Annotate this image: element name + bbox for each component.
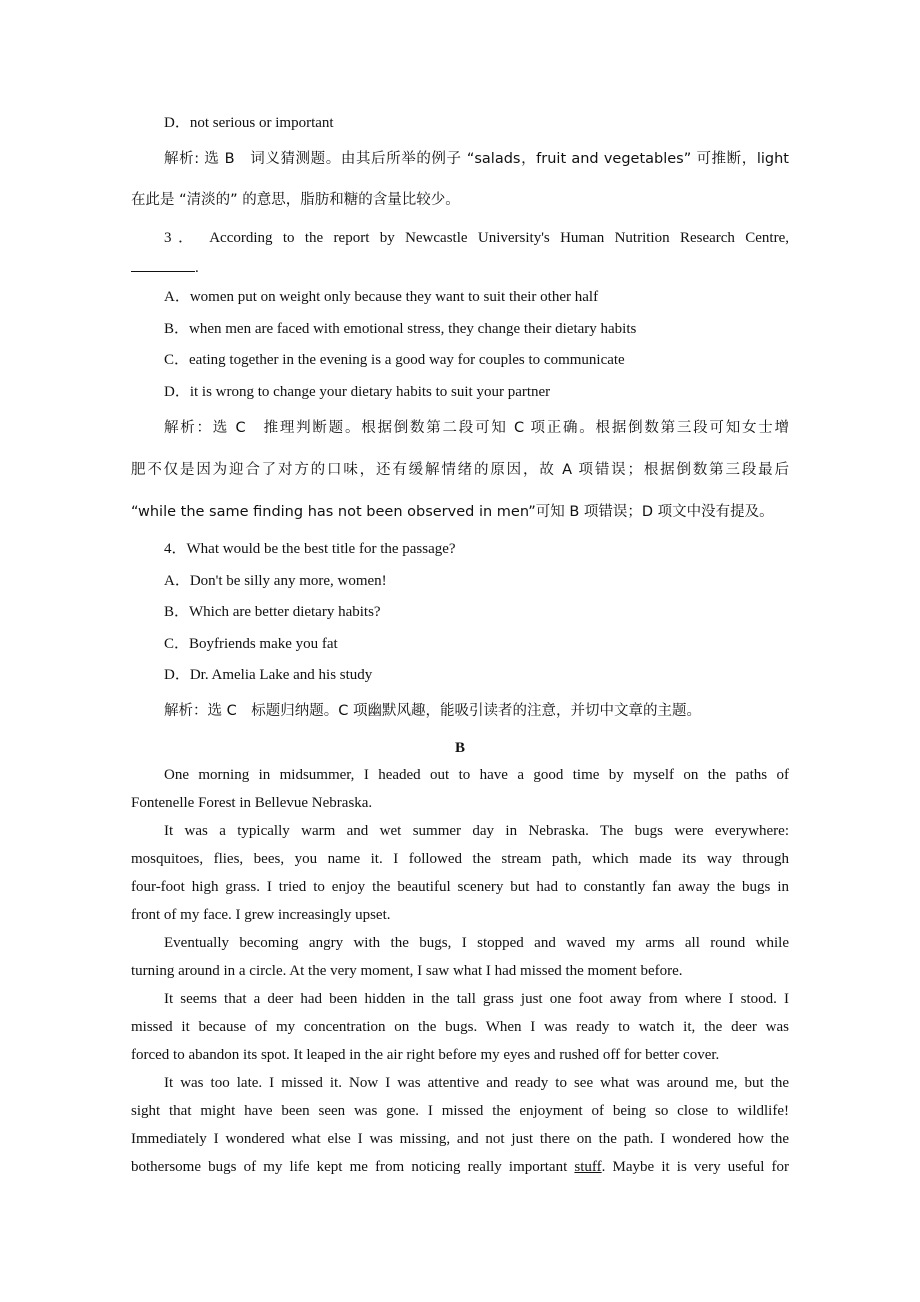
q4-option-a: A．Don't be silly any more, women! bbox=[164, 573, 387, 589]
passage-text: bothersome bugs of my life kept me from noticing really important bbox=[131, 1159, 575, 1175]
passage-line: It was too late. I missed it. Now I was attentive and ready to see what was around me, but the bbox=[164, 1075, 789, 1091]
passage-line: turning around in a circle. At the very moment, I saw what I had missed the moment before. bbox=[131, 963, 683, 979]
q3-stem-line-1: 3． According to the report by Newcastle University's Human Nutrition Research Centre, bbox=[164, 230, 789, 246]
q4-analysis: 解析：选 C 标题归纳题。C 项幽默风趣，能吸引读者的注意，并切中文章的主题。 bbox=[164, 703, 701, 719]
passage-line-last bbox=[131, 1158, 789, 1176]
passage-line: missed it because of my concentration on the bugs. When I was ready to watch it, the deer was bbox=[131, 1019, 789, 1035]
q3-option-c: C．eating together in the evening is a good way for couples to communicate bbox=[164, 352, 625, 368]
passage-text: . Maybe it is very useful for bbox=[601, 1159, 789, 1175]
passage-line: sight that might have been seen was gone. I missed the enjoyment of being so close to wildlife! bbox=[131, 1103, 789, 1119]
q4-option-c: C．Boyfriends make you fat bbox=[164, 636, 338, 652]
passage-line: One morning in midsummer, I headed out to have a good time by myself on the paths of bbox=[164, 767, 789, 783]
q3-option-d: D．it is wrong to change your dietary habits to suit your partner bbox=[164, 384, 551, 400]
passage-line: It was a typically warm and wet summer day in Nebraska. The bugs were everywhere: bbox=[164, 823, 789, 839]
q3-analysis-line-1: 解析：选 C 推理判断题。根据倒数第二段可知 C 项正确。根据倒数第三段可知女士增 bbox=[164, 420, 789, 436]
q3-analysis-line-2: 肥不仅是因为迎合了对方的口味，还有缓解情绪的原因，故 A 项错误；根据倒数第三段最后 bbox=[131, 462, 789, 478]
q3-option-b: B．when men are faced with emotional stress, they change their dietary habits bbox=[164, 321, 637, 337]
q3-option-a: A．women put on weight only because they want to suit their other half bbox=[164, 289, 599, 305]
q2-analysis-line-1: 解析: 选 B 词义猜测题。由其后所举的例子 “salads，fruit and vegetables” 可推断，light bbox=[164, 151, 789, 167]
answer-blank bbox=[131, 259, 195, 272]
passage-line: Immediately I wondered what else I was missing, and not just there on the path. I wondered how the bbox=[131, 1131, 789, 1147]
passage-line: Eventually becoming angry with the bugs, I stopped and waved my arms all round while bbox=[164, 935, 789, 951]
q4-option-d: D．Dr. Amelia Lake and his study bbox=[164, 667, 373, 683]
passage-line: It seems that a deer had been hidden in the tall grass just one foot away from where I stood. I bbox=[164, 991, 789, 1007]
q4-option-b: B．Which are better dietary habits? bbox=[164, 604, 381, 620]
passage-line: mosquitoes, flies, bees, you name it. I followed the stream path, which made its way through bbox=[131, 851, 789, 867]
passage-line: Fontenelle Forest in Bellevue Nebraska. bbox=[131, 795, 373, 811]
underlined-word: stuff bbox=[574, 1159, 602, 1175]
passage-line: forced to abandon its spot. It leaped in the air right before my eyes and rushed off for better cover. bbox=[131, 1047, 720, 1063]
passage-line: front of my face. I grew increasingly upset. bbox=[131, 907, 391, 923]
q2-option-d: D．not serious or important bbox=[164, 115, 334, 131]
q3-stem-line-2 bbox=[131, 259, 789, 277]
passage-line: four-foot high grass. I tried to enjoy the beautiful scenery but had to constantly fan away the bugs in bbox=[131, 879, 789, 895]
passage-heading: B bbox=[454, 740, 465, 756]
q3-analysis-line-3: “while the same finding has not been observed in men”可知 B 项错误；D 项文中没有提及。 bbox=[131, 504, 774, 520]
q3-stem-period: . bbox=[195, 260, 199, 276]
q4-stem: 4．What would be the best title for the passage? bbox=[164, 541, 456, 557]
q2-analysis-line-2: 在此是 “清淡的” 的意思，脂肪和糖的含量比较少。 bbox=[131, 192, 460, 208]
